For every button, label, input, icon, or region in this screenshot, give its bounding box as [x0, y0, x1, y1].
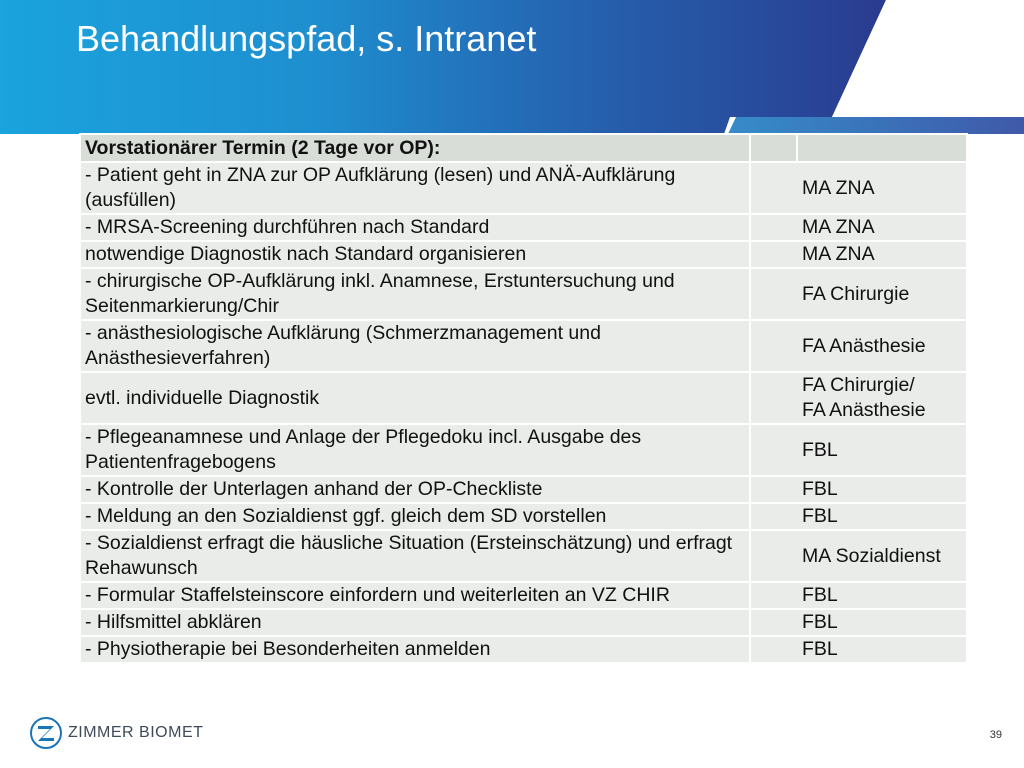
task-cell: - chirurgische OP-Aufklärung inkl. Anamnese, Erstuntersuchung und Seitenmarkierung/Chir — [80, 268, 750, 320]
task-cell: - MRSA-Screening durchführen nach Standard — [80, 214, 750, 241]
responsible-label: FA Anästhesie — [802, 334, 926, 357]
zimmer-biomet-z-icon — [30, 717, 62, 749]
responsible-cell — [750, 476, 967, 503]
table-row — [80, 320, 967, 372]
responsible-cell — [750, 372, 967, 424]
table-row — [80, 476, 967, 503]
responsible-cell — [750, 530, 967, 582]
responsible-label: FA Chirurgie/ FA Anästhesie — [802, 374, 926, 421]
responsible-cell — [750, 320, 967, 372]
table-header-row — [80, 134, 967, 162]
table-row — [80, 424, 967, 476]
responsible-label: MA Sozialdienst — [802, 544, 941, 567]
responsible-label: FBL — [802, 505, 838, 527]
table-row — [80, 268, 967, 320]
responsible-cell — [750, 582, 967, 609]
responsible-label: MA ZNA — [802, 243, 875, 265]
task-cell: - Patient geht in ZNA zur OP Aufklärung (lesen) und ANÄ-Aufklärung (ausfüllen) — [80, 162, 750, 214]
table-row — [80, 162, 967, 214]
responsible-cell — [750, 268, 967, 320]
task-cell: - Sozialdienst erfragt die häusliche Situation (Ersteinschätzung) und erfragt Rehawunsch — [80, 530, 750, 582]
task-cell: - Physiotherapie bei Besonderheiten anmelden — [80, 636, 750, 663]
task-cell: - anästhesiologische Aufklärung (Schmerzmanagement und Anästhesieverfahren) — [80, 320, 750, 372]
logo-text: ZIMMER BIOMET — [68, 724, 204, 741]
responsible-cell — [750, 503, 967, 530]
responsible-label: FBL — [802, 584, 838, 606]
task-cell: - Formular Staffelsteinscore einfordern und weiterleiten an VZ CHIR — [80, 582, 750, 609]
task-cell: notwendige Diagnostik nach Standard organisieren — [80, 241, 750, 268]
table-row — [80, 530, 967, 582]
responsible-cell — [750, 214, 967, 241]
responsible-label: FBL — [802, 611, 838, 633]
table-row — [80, 214, 967, 241]
table-row — [80, 636, 967, 663]
treatment-path-table — [79, 133, 968, 664]
table-header-cell: Vorstationärer Termin (2 Tage vor OP): — [80, 134, 750, 162]
table-row — [80, 582, 967, 609]
table-row — [80, 241, 967, 268]
responsible-label: FA Chirurgie — [802, 282, 910, 305]
slide-title: Behandlungspfad, s. Intranet — [76, 18, 537, 59]
company-logo — [30, 717, 203, 749]
task-cell: - Kontrolle der Unterlagen anhand der OP-Checkliste — [80, 476, 750, 503]
responsible-cell — [750, 424, 967, 476]
task-cell: - Meldung an den Sozialdienst ggf. gleich dem SD vorstellen — [80, 503, 750, 530]
responsible-label: MA ZNA — [802, 176, 875, 199]
responsible-label: FBL — [802, 438, 838, 461]
empty-cell — [797, 134, 967, 162]
table-row — [80, 503, 967, 530]
treatment-path-table-container — [79, 133, 966, 664]
responsible-cell — [750, 609, 967, 636]
responsible-cell — [750, 241, 967, 268]
responsible-label: FBL — [802, 478, 838, 500]
task-cell: - Hilfsmittel abklären — [80, 609, 750, 636]
responsible-label: FBL — [802, 638, 838, 660]
task-cell: evtl. individuelle Diagnostik — [80, 372, 750, 424]
table-row — [80, 372, 967, 424]
responsible-cell — [750, 636, 967, 663]
empty-cell — [750, 134, 797, 162]
task-cell: - Pflegeanamnese und Anlage der Pflegedoku incl. Ausgabe des Patientenfragebogens — [80, 424, 750, 476]
page-number: 39 — [989, 729, 1002, 741]
responsible-cell — [750, 162, 967, 214]
table-row — [80, 609, 967, 636]
responsible-label: MA ZNA — [802, 216, 875, 238]
